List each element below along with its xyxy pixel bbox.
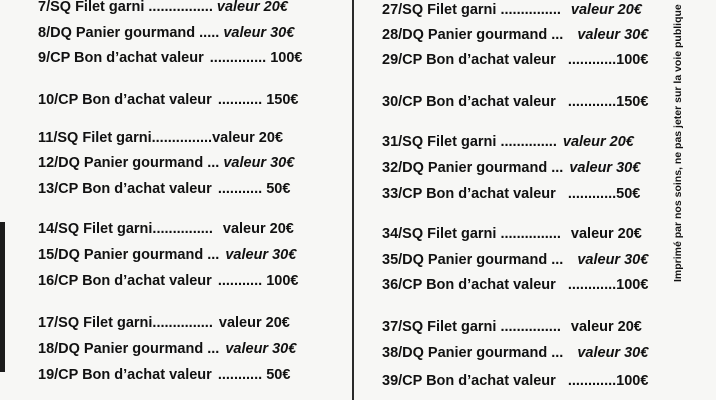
- prize-label: 36/CP Bon d’achat valeur: [382, 277, 556, 293]
- prize-row: [38, 366, 290, 384]
- leader-dots: ...: [207, 155, 220, 171]
- leader-dots: ...........: [217, 367, 263, 383]
- prize-label: 12/DQ Panier gourmand: [38, 155, 204, 171]
- prize-row: [382, 276, 648, 294]
- side-print-note-text: Imprimé par nos soins, ne pas jeter sur la voie publique: [672, 4, 684, 282]
- prize-value: 50€: [266, 367, 291, 383]
- prize-value: valeur 20€: [562, 134, 634, 150]
- prize-label: 27/SQ Filet garni: [382, 2, 497, 18]
- prize-row: [38, 314, 290, 332]
- prize-label: 19/CP Bon d’achat valeur: [38, 367, 212, 383]
- prize-label: 11/SQ Filet garni: [38, 130, 152, 146]
- prize-label: 7/SQ Filet garni: [38, 0, 145, 15]
- prize-label: 37/SQ Filet garni: [382, 319, 497, 335]
- prize-label: 28/DQ Panier gourmand: [382, 27, 548, 43]
- leader-dots: ...........: [217, 181, 263, 197]
- leader-dots: ...: [551, 160, 564, 176]
- prize-row: [38, 272, 298, 290]
- prize-row: [38, 180, 290, 198]
- prize-row: [38, 129, 283, 147]
- leader-dots: ............: [567, 373, 617, 389]
- prize-label: 30/CP Bon d’achat valeur: [382, 94, 556, 110]
- prize-value: valeur 30€: [225, 341, 297, 357]
- prize-row: [382, 344, 648, 362]
- prize-label: 38/DQ Panier gourmand: [382, 345, 548, 361]
- prize-row: [382, 372, 648, 390]
- prize-label: 34/SQ Filet garni: [382, 226, 497, 242]
- prize-label: 8/DQ Panier gourmand: [38, 25, 196, 41]
- prize-label: 15/DQ Panier gourmand: [38, 247, 204, 263]
- prize-label: 9/CP Bon d’achat valeur: [38, 50, 204, 66]
- prize-value: valeur 30€: [569, 160, 641, 176]
- prize-row: [382, 159, 640, 177]
- prize-value: valeur 20€: [570, 226, 642, 242]
- scan-edge: [0, 222, 5, 372]
- leader-dots: ...: [551, 345, 564, 361]
- leader-dots: ...............: [500, 319, 561, 335]
- leader-dots: .....: [199, 25, 220, 41]
- prize-row: [38, 246, 296, 264]
- prize-row: [38, 0, 288, 16]
- prize-label: 32/DQ Panier gourmand: [382, 160, 548, 176]
- prize-label: 16/CP Bon d’achat valeur: [38, 273, 212, 289]
- prize-row: [38, 154, 294, 172]
- leader-dots: ...........: [217, 273, 263, 289]
- side-print-note: [672, 0, 694, 282]
- prize-value: valeur 20€: [212, 130, 284, 146]
- prize-label: 17/SQ Filet garni: [38, 315, 153, 331]
- prize-row: [382, 318, 642, 336]
- prize-value: valeur 30€: [223, 25, 295, 41]
- leader-dots: ...: [207, 341, 220, 357]
- leader-dots: ...............: [500, 226, 561, 242]
- prize-row: [382, 1, 642, 19]
- prize-value: valeur 20€: [222, 221, 294, 237]
- prize-value: 100€: [616, 373, 649, 389]
- prize-label: 33/CP Bon d’achat valeur: [382, 186, 556, 202]
- leader-dots: ................: [148, 0, 213, 15]
- prize-row: [382, 51, 648, 69]
- prize-value: 100€: [266, 273, 299, 289]
- prize-label: 31/SQ Filet garni: [382, 134, 497, 150]
- leader-dots: ...............: [152, 315, 213, 331]
- prize-value: valeur 30€: [577, 252, 649, 268]
- prize-value: valeur 30€: [577, 345, 649, 361]
- prize-row: [382, 225, 642, 243]
- prize-label: 39/CP Bon d’achat valeur: [382, 373, 556, 389]
- prize-label: 18/DQ Panier gourmand: [38, 341, 204, 357]
- leader-dots: ............: [567, 186, 617, 202]
- leader-dots: ...: [207, 247, 220, 263]
- column-divider: [352, 0, 354, 400]
- prize-label: 13/CP Bon d’achat valeur: [38, 181, 212, 197]
- leader-dots: ...............: [152, 221, 213, 237]
- prize-row: [382, 251, 648, 269]
- prize-value: 100€: [616, 52, 649, 68]
- prize-value: valeur 20€: [216, 0, 288, 15]
- leader-dots: ...............: [500, 2, 561, 18]
- leader-dots: ............: [567, 277, 617, 293]
- prize-row: [38, 91, 298, 109]
- prize-value: 50€: [266, 181, 291, 197]
- leader-dots: ............: [567, 94, 617, 110]
- prize-row: [382, 133, 634, 151]
- leader-dots: ...: [551, 252, 564, 268]
- prize-row: [382, 93, 648, 111]
- prize-value: 150€: [266, 92, 299, 108]
- prize-value: valeur 30€: [223, 155, 295, 171]
- prize-value: valeur 30€: [225, 247, 297, 263]
- prize-row: [38, 49, 302, 67]
- prize-row: [382, 26, 648, 44]
- leader-dots: ...........: [217, 92, 263, 108]
- prize-label: 35/DQ Panier gourmand: [382, 252, 548, 268]
- leader-dots: ............: [567, 52, 617, 68]
- prize-row: [382, 185, 640, 203]
- prize-label: 14/SQ Filet garni: [38, 221, 153, 237]
- prize-row: [38, 220, 294, 238]
- leader-dots: ..............: [209, 50, 267, 66]
- prize-row: [38, 24, 294, 42]
- prize-value: valeur 20€: [570, 319, 642, 335]
- prize-label: 29/CP Bon d’achat valeur: [382, 52, 556, 68]
- prize-value: valeur 30€: [577, 27, 649, 43]
- prize-value: 100€: [270, 50, 303, 66]
- leader-dots: ...: [551, 27, 564, 43]
- leader-dots: ...............: [151, 130, 213, 146]
- prize-row: [38, 340, 296, 358]
- leader-dots: ..............: [500, 134, 557, 150]
- prize-value: valeur 20€: [570, 2, 642, 18]
- prize-label: 10/CP Bon d’achat valeur: [38, 92, 212, 108]
- prize-value: 50€: [616, 186, 641, 202]
- prize-value: 100€: [616, 277, 649, 293]
- prize-value: valeur 20€: [218, 315, 290, 331]
- prize-value: 150€: [616, 94, 649, 110]
